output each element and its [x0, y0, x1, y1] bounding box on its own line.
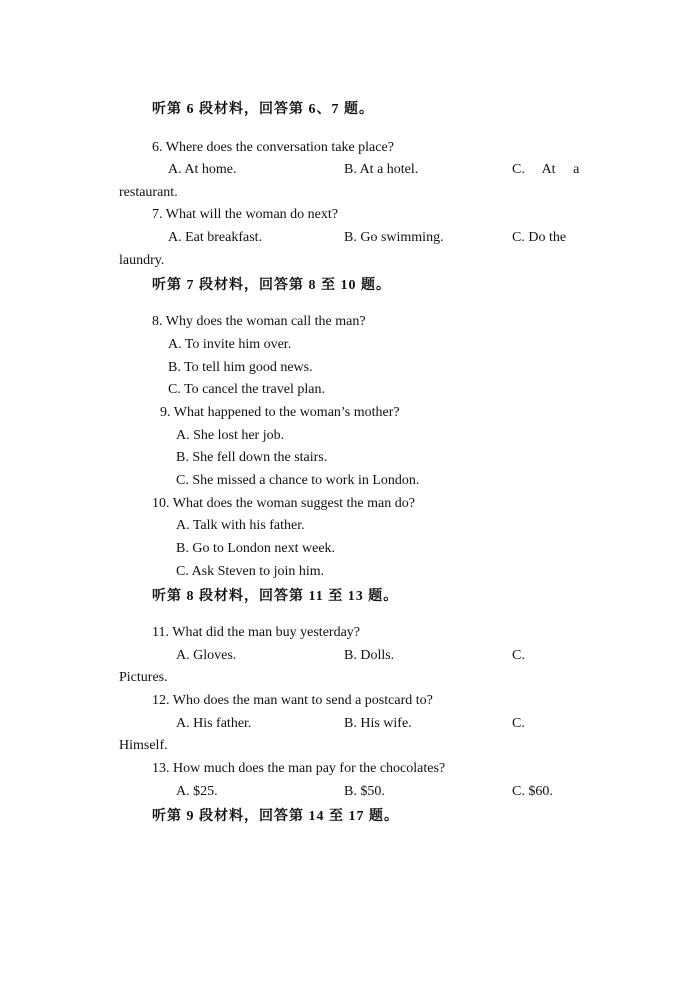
question-text: 12. Who does the man want to send a postcard to?: [152, 693, 433, 708]
question-text: 11. What did the man buy yesterday?: [152, 625, 360, 640]
section-heading: 听第 7 段材料，回答第 8 至 10 题。: [152, 278, 391, 293]
question-text: 7. What will the woman do next?: [152, 207, 338, 222]
option-c-wrap: Himself.: [119, 738, 168, 753]
option-c-wrap: restaurant.: [119, 185, 178, 200]
option-c: C.: [512, 648, 525, 663]
option-a: A. She lost her job.: [176, 428, 285, 443]
option-b: B. She fell down the stairs.: [176, 450, 328, 465]
option-c: C. To cancel the travel plan.: [168, 382, 325, 397]
option-b: B. To tell him good news.: [168, 360, 313, 375]
option-c-wrap: laundry.: [119, 253, 165, 268]
option-c: C. $60.: [512, 784, 553, 799]
option-c: C.: [512, 716, 525, 731]
question-text: 8. Why does the woman call the man?: [152, 314, 366, 329]
option-c-wrap: Pictures.: [119, 670, 168, 685]
option-a: A. Talk with his father.: [176, 518, 305, 533]
section-heading: 听第 6 段材料，回答第 6、7 题。: [152, 102, 374, 117]
option-c: C. Do the: [512, 230, 567, 245]
option-b: B. Go to London next week.: [176, 541, 336, 556]
option-a: A. At home.: [168, 162, 237, 177]
section-heading: 听第 8 段材料，回答第 11 至 13 题。: [152, 589, 399, 604]
option-b: B. Go swimming.: [344, 230, 444, 245]
question-text: 13. How much does the man pay for the chocolates?: [152, 761, 446, 776]
option-a: A. Gloves.: [176, 648, 237, 663]
option-c: C. She missed a chance to work in London.: [176, 473, 420, 488]
option-a: A. To invite him over.: [168, 337, 292, 352]
question-text: 6. Where does the conversation take place?: [152, 140, 394, 155]
question-text: 10. What does the woman suggest the man do?: [152, 496, 415, 511]
option-c: C. At a: [512, 162, 580, 177]
section-heading: 听第 9 段材料，回答第 14 至 17 题。: [152, 809, 399, 824]
option-b: B. His wife.: [344, 716, 412, 731]
question-text: 9. What happened to the woman’s mother?: [160, 405, 400, 420]
option-a: A. Eat breakfast.: [168, 230, 263, 245]
option-c: C. Ask Steven to join him.: [176, 564, 325, 579]
option-b: B. $50.: [344, 784, 385, 799]
option-b: B. Dolls.: [344, 648, 395, 663]
option-a: A. His father.: [176, 716, 252, 731]
option-a: A. $25.: [176, 784, 218, 799]
option-b: B. At a hotel.: [344, 162, 419, 177]
